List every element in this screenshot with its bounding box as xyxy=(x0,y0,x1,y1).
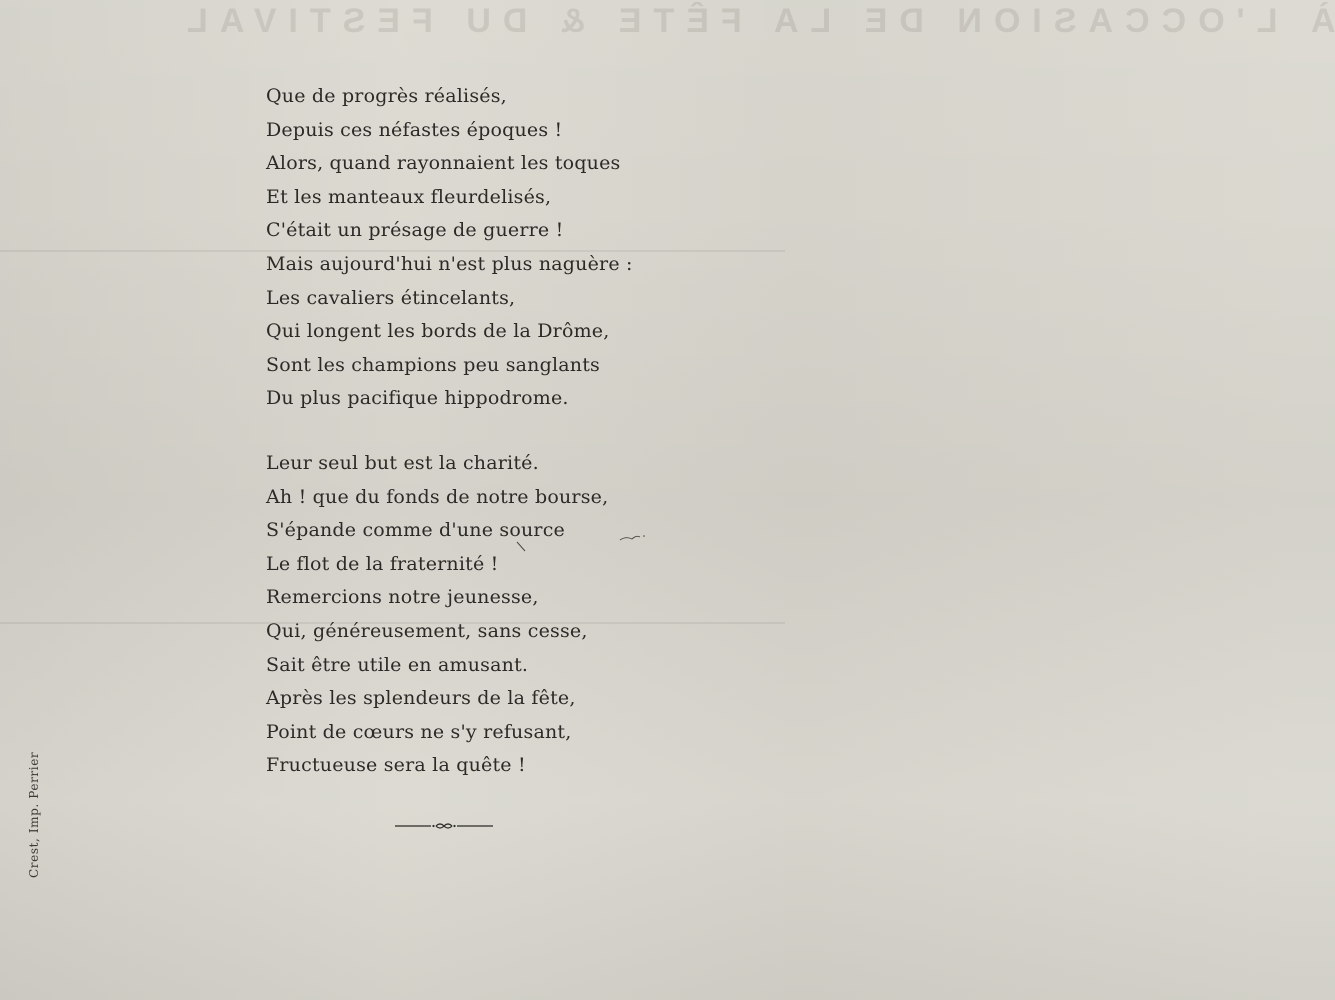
poem-line: Depuis ces néfastes époques ! xyxy=(266,118,563,141)
poem-line: Fructueuse sera la quête ! xyxy=(266,754,526,777)
poem-line: Que de progrès réalisés, xyxy=(266,85,507,107)
poem-line: Leur seul but est la charité. xyxy=(266,452,539,474)
show-through-header: À L'OCCASION DE LA FÊTE & DU FESTIVAL xyxy=(175,2,1335,40)
poem-line: Alors, quand rayonnaient les toques xyxy=(266,152,621,175)
poem-line: Point de cœurs ne s'y refusant, xyxy=(266,720,572,743)
poem-line: Sait être utile en amusant. xyxy=(266,653,529,676)
poem-line: Qui, généreusement, sans cesse, xyxy=(266,619,588,642)
poem-line: Remercions notre jeunesse, xyxy=(266,586,539,609)
poem-line: S'épande comme d'une source xyxy=(266,519,565,542)
poem-line: Et les manteaux fleurdelisés, xyxy=(266,185,552,208)
poem-line: Ah ! que du fonds de notre bourse, xyxy=(266,485,609,508)
poem-line: C'était un présage de guerre ! xyxy=(266,219,564,242)
poem-line: Après les splendeurs de la fête, xyxy=(266,687,576,710)
poem-line: Du plus pacifique hippodrome. xyxy=(266,387,569,410)
ink-mark xyxy=(618,530,648,544)
ink-mark xyxy=(515,540,529,554)
poem-line: Mais aujourd'hui n'est plus naguère : xyxy=(266,252,633,275)
printer-imprint: Crest, Imp. Perrier xyxy=(27,751,41,878)
poem-stanza-1 xyxy=(266,80,633,416)
poem-line: Sont les champions peu sanglants xyxy=(266,353,600,376)
rule-ornament-icon xyxy=(395,818,493,834)
poem-line: Le flot de la fraternité ! xyxy=(266,552,499,575)
poem-stanza-2 xyxy=(266,447,608,783)
poem-line: Qui longent les bords de la Drôme, xyxy=(266,320,610,343)
poem-line: Les cavaliers étincelants, xyxy=(266,286,516,309)
